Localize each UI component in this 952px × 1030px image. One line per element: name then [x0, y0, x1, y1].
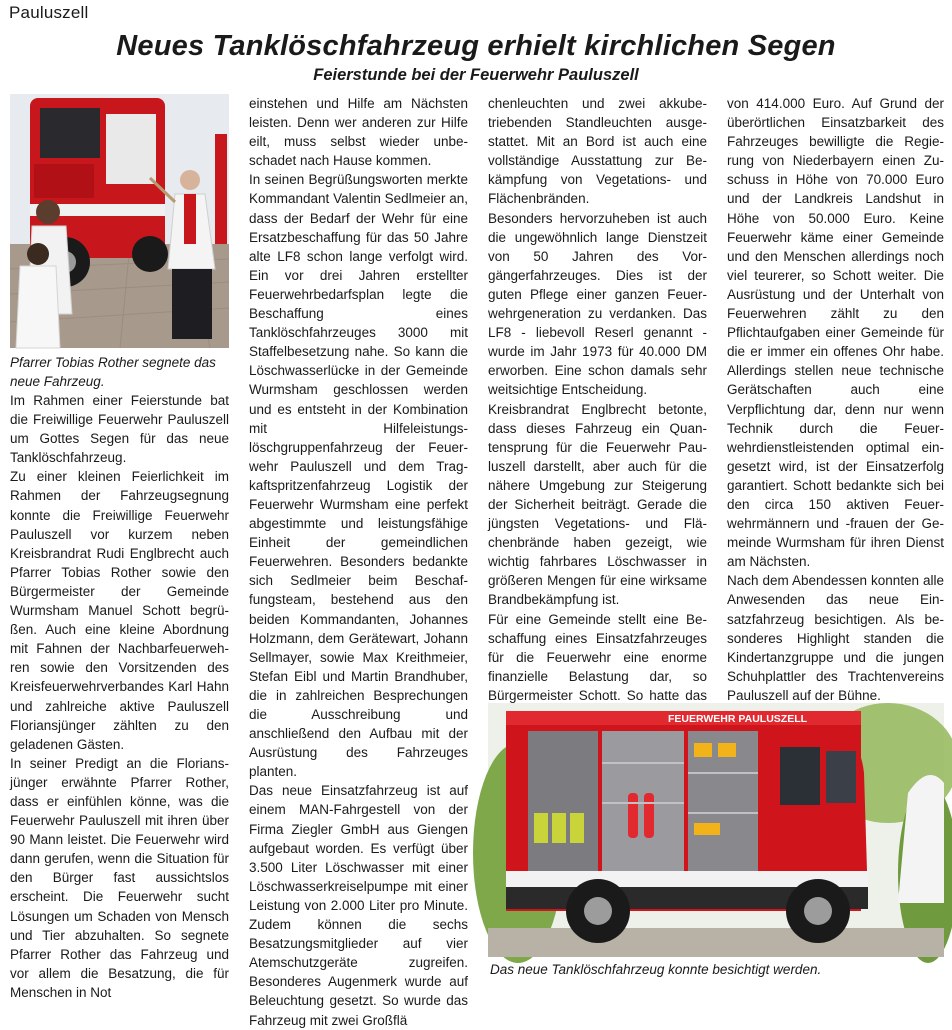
- truck-label: FEUERWEHR PAULUSZELL: [668, 713, 808, 725]
- paragraph: einstehen und Hilfe am Nächsten leisten. Denn wer anderen zur Hilfe eilt, muss selbst wieder unbeschadet nach Hause kommen.: [249, 96, 468, 169]
- article-column-3: [488, 94, 707, 703]
- article-column-1: [10, 391, 229, 1000]
- region-label: Pauluszell: [9, 3, 89, 22]
- paragraph: Nach dem Abendessen konnten alle Anwesenden das neue Einsatzfahrzeug besichtigen. Als besonderes Highlight standen die Kindertanzgruppe und die jungen Schuhplattler des Trachtenvereins Pauluszell auf der Bühne.: [727, 573, 944, 703]
- paragraph: Das neue Einsatzfahrzeug ist auf einem MAN-Fahrgestell von der Firma Ziegler GmbH aus Giengen aufgebaut worden. Es verfügt über 3.500 Liter Löschwasser mit einer Löschwasserkreiselpumpe mit einer Leistung von 2.000 Liter pro Minute. Zudem können die sechs Besatzungsmitglieder auf vier Atemschutzgeräte zugreifen. Besonderes Augenmerk wurde auf Beleuchtung gesetzt. So wurde das Fahrzeug mit zwei Großflä: [249, 783, 468, 1028]
- subheadline: Feierstunde bei der Feuerwehr Pauluszell: [313, 66, 639, 84]
- paragraph: In seinen Begrüßungsworten merkte Kommandant Valentin Sedlmeier an, dass der Bedarf der Wehr für eine Ersatzbeschaffung für das 50 Jahre alte LF8 schon lange verfolgt wird. Ein vor drei Jahren erstellter Feuerwehrbedarfsplan legte die Beschaffung eines Tanklöschfahrzeuges 3000 mit Staffelbesetzung nahe. So kann die Löschwasserlücke in der Gemeinde Wurmsham geschlossen werden und es entsteht in der Kombination mit Hilfeleistungslöschgruppenfahrzeug der Feuerwehr Pauluszell und dem Tragkaftspritzenfahrzeug Logistik der Feuerwehr Wurmsham eine perfekt abgestimmte und leistungsfähige Einheit der gemeindlichen Feuerwehren. Besonders bedankte sich Sedlmeier beim Beschaffungsteam, bestehend aus den beiden Kommandanten, Johannes Holzmann, dem Gerätewart, Johann Sellmayer, sowie Max Kreithmeier, Stefan Eibl und Martin Brandhuber, die in zahlreichen Besprechungen die Ausschreibung und anschließend den Aufbau mit der Ausrüstung des Fahrzeuges planten.: [249, 172, 468, 780]
- fire-truck-photo: [488, 703, 944, 957]
- fire-truck-photo-caption: Das neue Tanklöschfahrzeug konnte besichtigt werden.: [490, 962, 822, 977]
- paragraph: von 414.000 Euro. Auf Grund der überörtlichen Einsatzbarkeit des Fahrzeuges bewilligte die Regierung von Niederbayern einen Zuschuss in Höhe von 70.000 Euro und der Landkreis Landshut in Höhe von 50.000 Euro. Keine Feuerwehr käme einer Gemeinde und den Menschen allerdings noch viel teurerer, so Schott weiter. Die Ausrüstung und der Unterhalt von Feuerwehren zählt zu den Pflichtaufgaben einer Gemeinde für die er immer ein offenes Ohr habe. Allerdings stellen neue technische Gerätschaften auch eine Verpflichtung dar, denn nur wenn Technik durch die Feuerwehrdienstleistenden optimal eingesetzt wird, ist der Einsatzerfolg garantiert. Schott bedankte sich bei den circa 150 aktiven Feuerwehrmännern und -frauen der Gemeinde Wurmsham für ihren Dienst am Nächsten.: [727, 96, 944, 570]
- paragraph: chenleuchten und zwei akkubetriebenden Standleuchten ausgestattet. Mit an Bord ist auch eine vollständige Ausstattung zur Bekämpfung von Vegetations- und Flächenbränden.: [488, 96, 707, 207]
- article-column-4: [727, 94, 944, 703]
- paragraph: Besonders hervorzuheben ist auch die ungewöhnlich lange Dienstzeit von 50 Jahren des Vorgängerfahrzeuges. Dies ist der guten Pflege einer ganzen Feuerwehrgeneration zu verdanken. Das LF8 - liebevoll Reserl genannt - wurde im Jahr 1973 für 40.000 DM erworben. Eine schon damals sehr weitsichtige Entscheidung.: [488, 210, 707, 398]
- blessing-photo: [10, 94, 229, 348]
- paragraph: Für eine Gemeinde stellt eine Beschaffung eines Einsatzfahrzeuges für die Feuerwehr eine enorme finanzielle Belastung dar, so Bürgermeister Schott. So hatte das: [488, 611, 707, 703]
- paragraph: In seiner Predigt an die Floriansjünger erwähnte Pfarrer Rother, dass er einfühlen könne, was die Feuerwehr Pauluszell mit ihren über 90 Mann leistet. Die Feuerwehr wird dann gerufen, wenn die Situation für den Bürger fast aussichtslos erscheint. Die Feuerwehr sucht Lösungen um Schaden von Mensch und Tier abzuhalten. So segnete Pfarrer Rother das Fahrzeug und vor allem die Besatzung, die für Menschen in Not: [10, 755, 229, 1000]
- paragraph: Im Rahmen einer Feierstunde bat die Freiwillige Feuerwehr Pauluszell um Gottes Segen für das neue Tanklöschfahrzeug.: [10, 393, 229, 466]
- paragraph: Zu einer kleinen Feierlichkeit im Rahmen der Fahrzeugsegnung konnte die Freiwillige Feuerwehr Pauluszell vor kurzem neben Kreisbrandrat Rudi Englbrecht auch Pfarrer Tobias Rother sowie den Bürgermeister der Gemeinde Wurmsham Manuel Schott begrüßen. Auch eine kleine Abordnung mit Fahnen der Nachbarfeuerwehren sowie den Vorsitzenden des Kreisfeuerwehrverbandes Karl Hahn und zahlreiche aktive Pauluszell Floriansjünger zählten zu den geladenen Gästen.: [10, 469, 229, 752]
- article-column-2: [249, 94, 468, 1028]
- headline: Neues Tanklöschfahrzeug erhielt kirchlichen Segen: [116, 30, 836, 62]
- blessing-photo-caption: Pfarrer Tobias Rother segnete das neue Fahrzeug.: [10, 355, 216, 389]
- paragraph: Kreisbrandrat Englbrecht betonte, dass dieses Fahrzeug ein Quantensprung für die Feuerwehr Pauluszell darstellt, aber auch für die nähere Umgebung zur Steigerung der Sicherheit beiträgt. Gerade die jüngsten Vegetations- und Flächenbrände haben gezeigt, wie wichtig fahrbares Löschwasser in größeren Mengen für eine wirksame Brandbekämpfung ist.: [488, 401, 707, 608]
